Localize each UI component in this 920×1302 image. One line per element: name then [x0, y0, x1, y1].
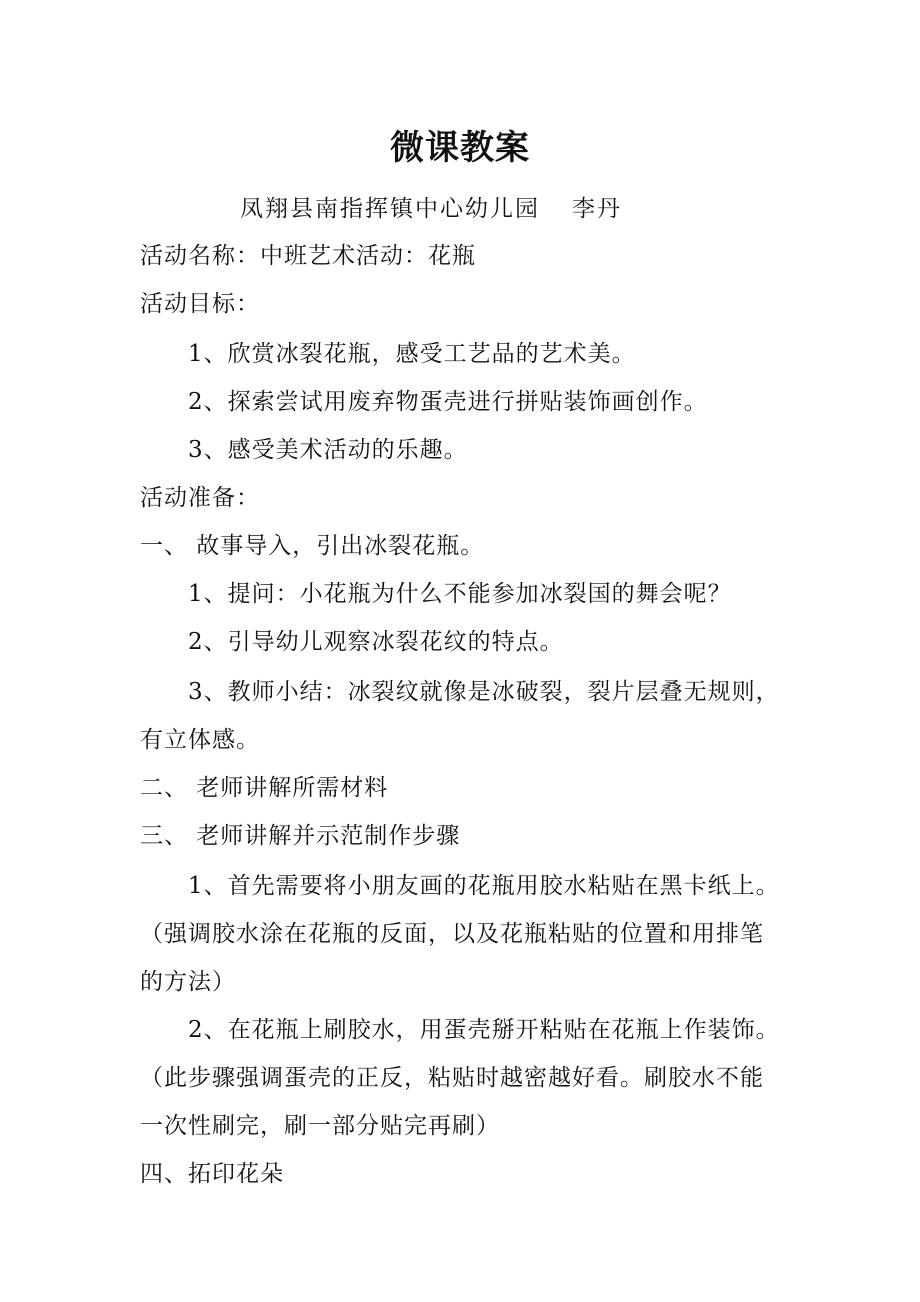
step2-note-line: 一次性刷完，刷一部分贴完再刷） — [140, 1113, 500, 1139]
step1-note-line: （强调胶水涂在花瓶的反面，以及花瓶粘贴的位置和用排笔 — [140, 921, 764, 947]
section-heading-3: 三、 老师讲解并示范制作步骤 — [140, 823, 461, 849]
section-heading-2: 二、 老师讲解所需材料 — [140, 775, 389, 801]
section1-item-continued: 有立体感。 — [140, 727, 260, 753]
step1-line: 1、首先需要将小朋友画的花瓶用胶水粘贴在黑卡纸上。 — [188, 873, 780, 899]
author-name: 李丹 — [572, 196, 622, 222]
step1-note-line: 的方法） — [140, 969, 236, 995]
section1-item: 2、引导幼儿观察冰裂花纹的特点。 — [188, 629, 564, 655]
step2-note-line: （此步骤强调蛋壳的正反，粘贴时越密越好看。刷胶水不能 — [140, 1065, 764, 1091]
section1-item: 1、提问：小花瓶为什么不能参加冰裂国的舞会呢？ — [188, 581, 732, 607]
step2-line: 2、在花瓶上刷胶水，用蛋壳掰开粘贴在花瓶上作装饰。 — [188, 1017, 780, 1043]
goal-item: 1、欣赏冰裂花瓶，感受工艺品的艺术美。 — [188, 341, 636, 367]
section-heading-4: 四、拓印花朵 — [140, 1161, 284, 1187]
goals-heading: 活动目标： — [140, 291, 260, 317]
section-heading-1: 一、 故事导入，引出冰裂花瓶。 — [140, 533, 485, 559]
activity-name: 活动名称：中班艺术活动：花瓶 — [140, 243, 476, 269]
goal-item: 2、探索尝试用废弃物蛋壳进行拼贴装饰画创作。 — [188, 389, 708, 415]
school-name: 凤翔县南指挥镇中心幼儿园 — [240, 196, 540, 222]
page-title: 微课教案 — [390, 128, 530, 168]
prep-heading: 活动准备： — [140, 485, 260, 511]
goal-item: 3、感受美术活动的乐趣。 — [188, 437, 468, 463]
section1-item: 3、教师小结：冰裂纹就像是冰破裂，裂片层叠无规则， — [188, 679, 780, 705]
